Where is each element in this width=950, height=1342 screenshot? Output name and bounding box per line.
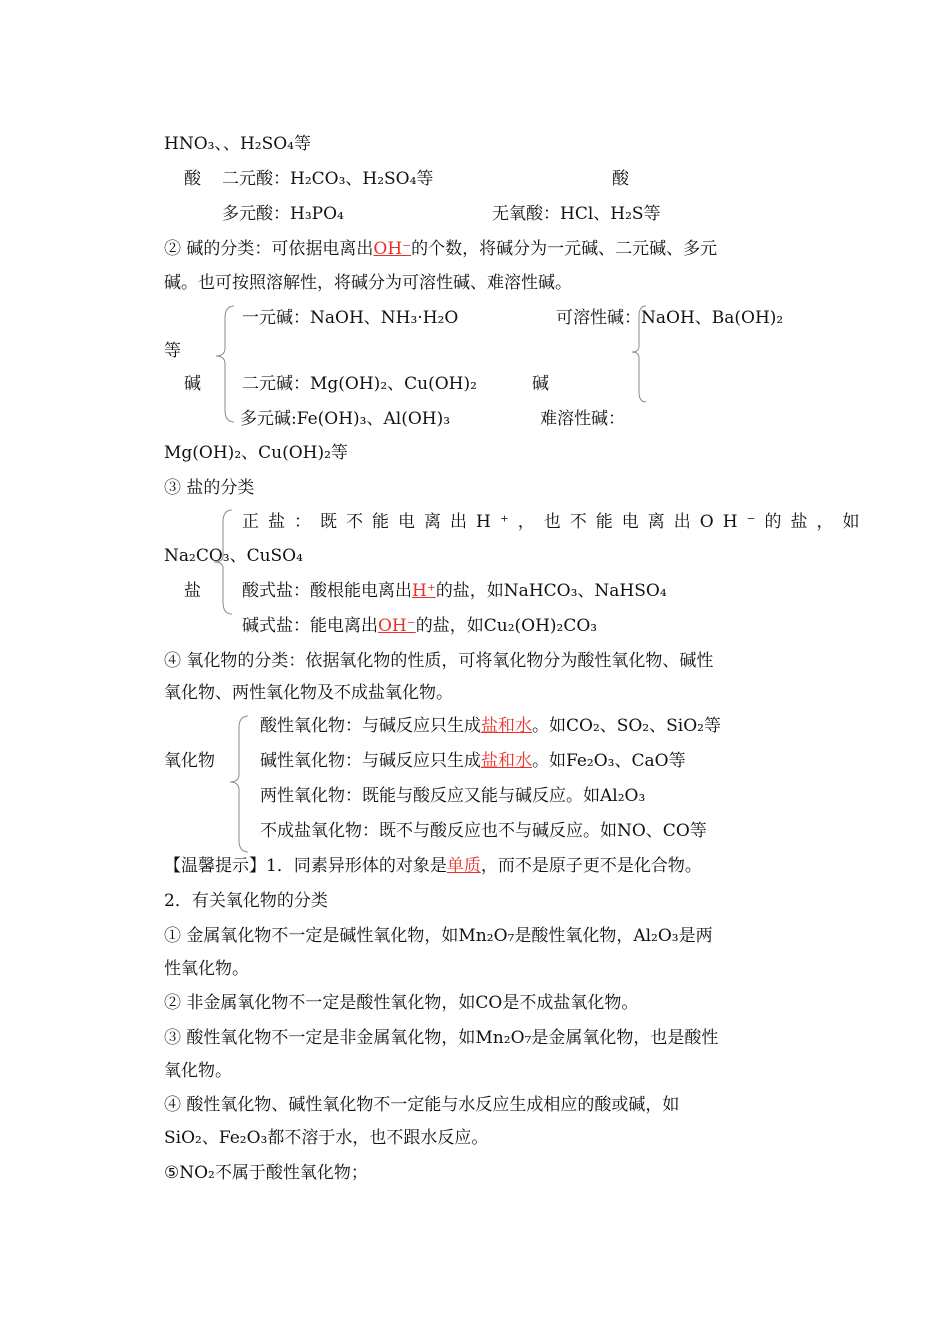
- base-soluble: 可溶性碱：NaOH、Ba(OH)₂: [556, 308, 784, 328]
- oxide-intro-line1: ④ 氧化物的分类：依据氧化物的性质，可将氧化物分为酸性氧化物、碱性: [164, 651, 714, 671]
- base-mono: 一元碱：NaOH、NH₃·H₂O: [242, 308, 459, 328]
- base-brace: [212, 304, 238, 424]
- salt-basic: 碱式盐：能电离出OH⁻的盐，如Cu₂(OH)₂CO₃: [242, 616, 598, 636]
- salt-normal: 正盐：既不能电离出H⁺，也不能电离出OH⁻的盐，如: [242, 512, 869, 532]
- acid-dibasic: 二元酸：H₂CO₃、H₂SO₄等: [222, 169, 434, 189]
- salt-water-highlight-2: 盐和水: [481, 751, 532, 771]
- base-intro: ② 碱的分类：可依据电离出OH⁻的个数，将碱分为一元碱、二元碱、多元: [164, 239, 718, 259]
- tip-1: 【温馨提示】1．同素异形体的对象是单质，而不是原子更不是化合物。: [164, 856, 702, 876]
- base-intro-line2: 碱。也可按照溶解性，将碱分为可溶性碱、难溶性碱。: [164, 273, 572, 293]
- acid-label: 酸: [184, 169, 201, 189]
- tip-2: 2．有关氧化物的分类: [164, 891, 328, 911]
- base-label: 碱: [184, 374, 201, 394]
- oxide-brace: [226, 714, 252, 854]
- base-insoluble-cont: Mg(OH)₂、Cu(OH)₂等: [164, 443, 348, 463]
- base-di: 二元碱：Mg(OH)₂、Cu(OH)₂: [242, 374, 477, 394]
- tip-item-1: ① 金属氧化物不一定是碱性氧化物，如Mn₂O₇是酸性氧化物，Al₂O₃是两: [164, 926, 713, 946]
- base-deng: 等: [164, 341, 181, 361]
- base-label-2: 碱: [532, 374, 549, 394]
- salt-title: ③ 盐的分类: [164, 478, 255, 498]
- salt-normal-cont: Na₂CO₃、CuSO₄: [164, 546, 303, 566]
- salt-label: 盐: [184, 581, 201, 601]
- acid-anoxic: 无氧酸：HCl、H₂S等: [492, 204, 661, 224]
- tip-item-4: ④ 酸性氧化物、碱性氧化物不一定能与水反应生成相应的酸或碱，如: [164, 1095, 680, 1115]
- tip-item-2: ② 非金属氧化物不一定是酸性氧化物，如CO是不成盐氧化物。: [164, 993, 639, 1013]
- acid-polybasic: 多元酸：H₃PO₄: [222, 204, 344, 224]
- tip-item-1-cont: 性氧化物。: [164, 959, 249, 979]
- oxide-neutral: 不成盐氧化物：既不与酸反应也不与碱反应。如NO、CO等: [260, 821, 707, 841]
- oxide-intro-line2: 氧化物、两性氧化物及不成盐氧化物。: [164, 683, 453, 703]
- base-insoluble: 难溶性碱：: [540, 409, 625, 429]
- tip-item-5: ⑤NO₂不属于酸性氧化物；: [164, 1163, 368, 1183]
- tip-item-4-cont: SiO₂、Fe₂O₃都不溶于水，也不跟水反应。: [164, 1128, 489, 1148]
- oxide-label: 氧化物: [164, 751, 215, 771]
- salt-water-highlight: 盐和水: [481, 716, 532, 736]
- h-ion-highlight: H⁺: [412, 581, 436, 601]
- acid-label-2: 酸: [612, 169, 629, 189]
- acid-oxyacid-line: HNO₃、、H₂SO₄等: [164, 134, 311, 154]
- oxide-basic: 碱性氧化物：与碱反应只生成盐和水。如Fe₂O₃、CaO等: [260, 751, 686, 771]
- oxide-amphoteric: 两性氧化物：既能与酸反应又能与碱反应。如Al₂O₃: [260, 786, 646, 806]
- oh-ion-highlight: OH⁻: [378, 616, 416, 636]
- salt-acidic: 酸式盐：酸根能电离出H⁺的盐，如NaHCO₃、NaHSO₄: [242, 581, 667, 601]
- oxide-acidic: 酸性氧化物：与碱反应只生成盐和水。如CO₂、SO₂、SiO₂等: [260, 716, 721, 736]
- tip-item-3-cont: 氧化物。: [164, 1061, 232, 1081]
- tip-item-3: ③ 酸性氧化物不一定是非金属氧化物，如Mn₂O₇是金属氧化物，也是酸性: [164, 1028, 719, 1048]
- base-poly: 多元碱:Fe(OH)₃、Al(OH)₃: [240, 409, 451, 429]
- oh-highlight: OH⁻: [373, 239, 412, 259]
- simple-substance-highlight: 单质: [446, 856, 481, 876]
